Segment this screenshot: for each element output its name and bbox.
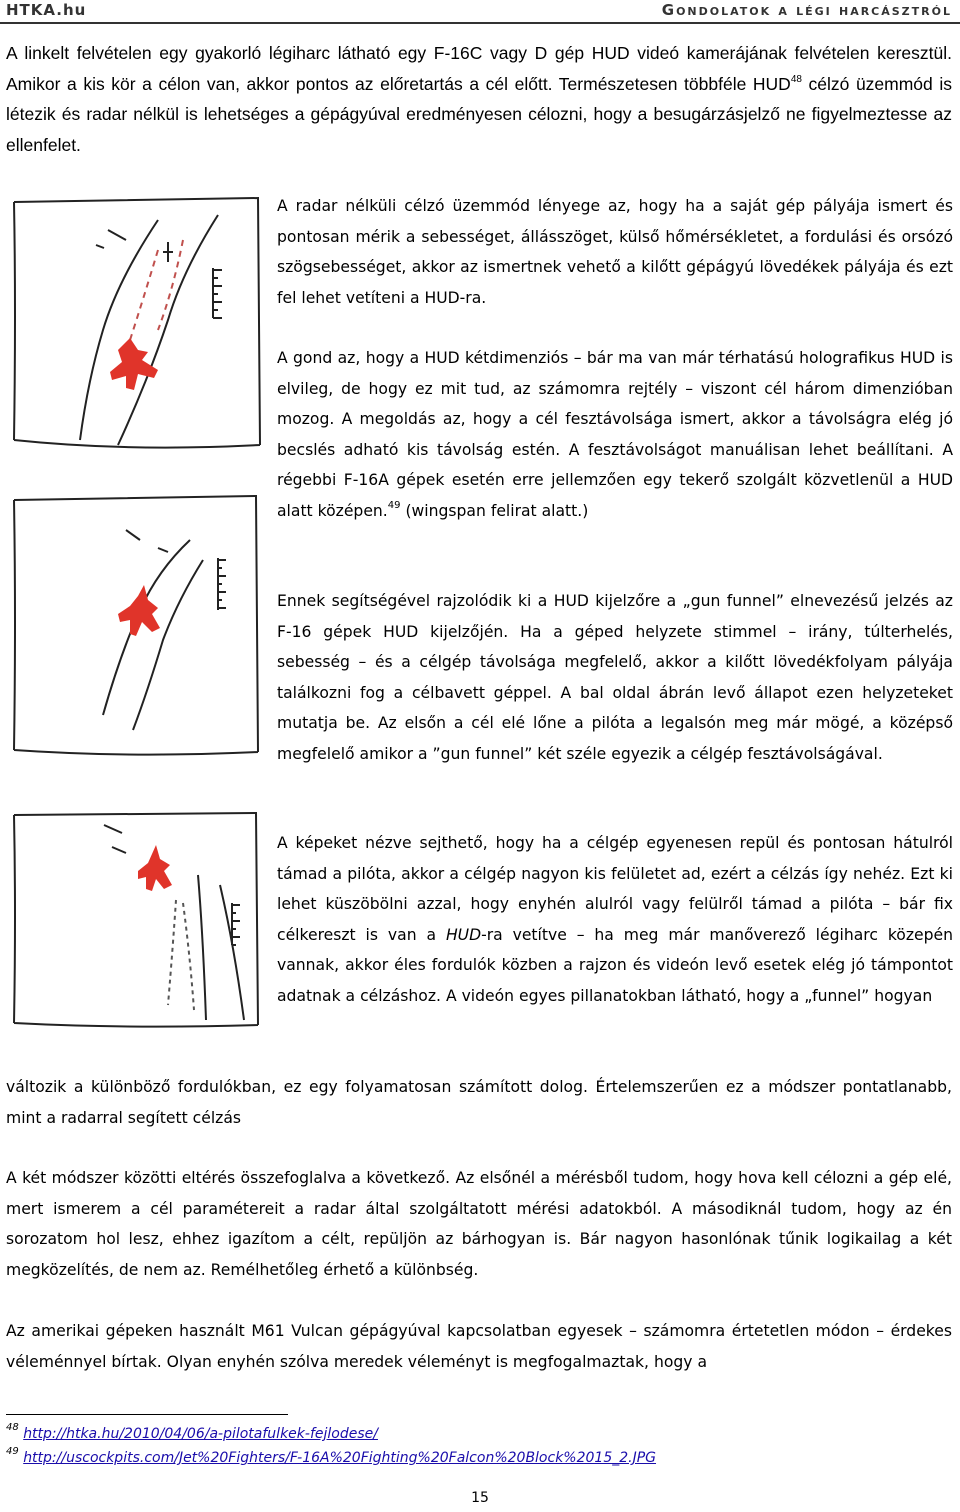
footnote-link[interactable]: http://uscockpits.com/Jet%20Fighters/F-16A%20Fighting%20Falcon%20Block%2015_2.JPG	[23, 1450, 657, 1466]
hud-figure-2	[8, 490, 264, 760]
paragraph-4: Ennek segítségével rajzolódik ki a HUD kijelzőre a „gun funnel” elnevezésű jelzés az F-16 gépek HUD kijelzőjén. Ha a géped helyzete stimmel – irány, túlterhelés, sebesség – és a célgép távolsága megfelelő, akkor a kilőtt lövedékfolyam pályája találkozni fog a célbavett géppel. A bal oldal ábrán levő állapot ezen helyzeteket mutatja be. Az elsőn a cél elé lőne a pilóta a legalsón meg már mögé, a középső megfelelő amikor a ”gun funnel” két széle egyezik a célgép fesztávolságával.	[277, 592, 953, 763]
hud-frame	[14, 198, 260, 448]
p3-text-b: (wingspan felirat alatt.)	[400, 501, 589, 520]
hud-frame	[14, 813, 258, 1027]
funnel-right-line	[133, 560, 203, 730]
footnote-ref-48[interactable]: 48	[790, 73, 802, 85]
footnote-number: 49	[6, 1446, 19, 1457]
paragraph-2: A radar nélküli célzó üzemmód lényege az, hogy ha a saját gép pályája ismert és pontosan mérik a sebességet, állásszöget, külső hőmérsékletet, a fordulási és orsózó szögsebességet, akkor az ismertnek vehető a kilőtt gépágyú lövedékek pályája és ezt fel lehet vetíteni a HUD-ra.	[277, 197, 953, 307]
header-rule	[0, 22, 960, 24]
p5-text-a: A képeket nézve sejthető, hogy ha a célgép egyenesen repül és pontosan hátulról támad a pilóta, akkor a célgép nagyon kis felületet ad, ezért a célzás így nehéz. Ezt ki lehet küszöbölni azzal, hogy enyhén alulról vagy felülről támad a pilóta – bár fix célkereszt is van a	[277, 834, 953, 944]
hud-figure-1	[8, 190, 264, 455]
hud-figure-3	[8, 805, 264, 1030]
paragraph-6: változik a különböző fordulókban, ez egy folyamatosan számított dolog. Értelemszerűen ez a módszer pontatlanabb, mint a radarral segített célzás	[6, 1078, 952, 1127]
site-name: HTKA.hu	[6, 1, 87, 19]
target-aircraft-icon	[138, 845, 172, 891]
page-number: 15	[471, 1490, 489, 1506]
p5-emphasis: HUD	[445, 925, 482, 944]
footnote-48	[6, 1422, 378, 1442]
funnel-dashed-left	[168, 900, 176, 1005]
funnel-left-line	[198, 875, 206, 1020]
page-header	[0, 0, 960, 24]
funnel-dashed-left	[130, 250, 158, 340]
funnel-dashed-right	[158, 240, 183, 330]
footnote-rule	[6, 1414, 288, 1415]
p1-text-b: célzó üzemmód is létezik és radar nélkül is lehetséges a gépágyúval eredményesen célozni, hogy a besugárzásjelző ne figyelmeztesse az ellenfelet.	[6, 73, 952, 155]
p5-text-b: -ra vetítve – ha meg már manőverező légiharc közepén vannak, akkor éles fordulók közben a rajzon és videón levő esetek elég jó támpontot adatnak a célzáshoz. A videón egyes pillanatokban látható, hogy a „funnel” hogyan	[277, 925, 953, 1005]
footnote-ref-49[interactable]: 49	[387, 499, 401, 511]
funnel-left-line	[80, 220, 158, 440]
funnel-dashed-right	[183, 903, 194, 1010]
paragraph-7: A két módszer közötti eltérés összefoglalva a következő. Az elsőnél a mérésből tudom, hogy hova kell célozni a gép elé, mert ismerem a cél paramétereit a radar által szolgáltatott mérési adatokból. A másodiknál tudom, hogy az én sorozatom hol lesz, ehhez igazítom a célt, repüljön az bárhogyan is. Bár nagyon hasonlónak tűnik logikailag a két megközelítés, de nem az. Remélhetőleg érhető a különbség.	[6, 1169, 952, 1279]
footnote-link[interactable]: http://htka.hu/2010/04/06/a-pilotafulkek-fejlodese/	[23, 1426, 378, 1442]
p1-text-a: A linkelt felvételen egy gyakorló légiharc látható egy F-16C vagy D gép HUD videó kamerájának felvételen keresztül. Amikor a kis kör a célon van, akkor pontos az előretartás a cél előtt. Természetesen többféle HUD	[6, 43, 952, 94]
paragraph-8: Az amerikai gépeken használt M61 Vulcan gépágyúval kapcsolatban egyesek – számomra értetetlen módon – érdekes véleménnyel bírtak. Olyan enyhén szólva meredek véleményt is megfogalmaztak, hogy a	[6, 1322, 952, 1371]
p3-text-a: A gond az, hogy a HUD kétdimenziós – bár ma van már térhatású holografikus HUD is elvileg, de hogy ez mit tud, az számomra rejtély – viszont cél három dimenzióban mozog. A megoldás az, hogy a cél fesztávolsága ismert, akkor a távolságra elég jó becslés adható kis távolság estén. A fesztávolságot manuálisan lehet beállítani. A régebbi F-16A gépek esetén erre jellemzően egy tekerő szolgált közvetlenül a HUD alatt középen.	[277, 349, 953, 520]
target-aircraft-icon	[110, 338, 158, 390]
header-title: Gondolatok a légi harcásztról	[661, 1, 952, 19]
hud-tick-marks	[96, 230, 222, 318]
funnel-left-line	[103, 540, 190, 715]
paragraph-3	[277, 343, 953, 526]
target-aircraft-icon	[118, 585, 160, 636]
paragraph-5	[277, 828, 953, 1011]
footnote-number: 48	[6, 1422, 19, 1433]
paragraph-1	[6, 38, 952, 160]
footnote-49	[6, 1446, 657, 1466]
